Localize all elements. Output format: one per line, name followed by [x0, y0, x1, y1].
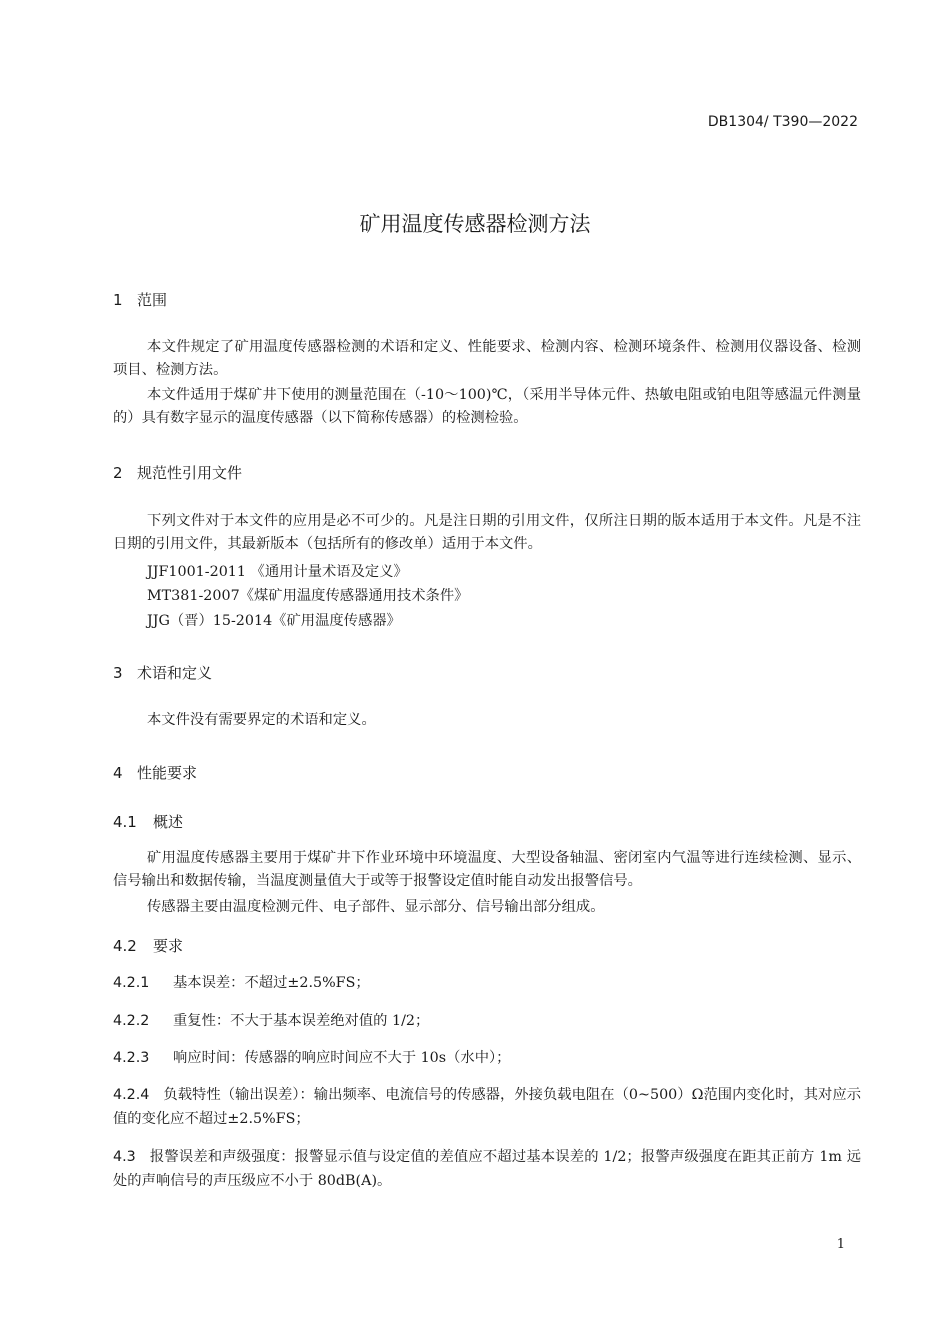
item-number: 4.2.2	[113, 1013, 150, 1029]
section-number: 4	[113, 764, 123, 782]
item-number: 4.2.4	[113, 1087, 150, 1103]
section-title: 范围	[137, 291, 168, 309]
requirement-item	[113, 1047, 510, 1067]
item-text: 响应时间：传感器的响应时间应不大于 10s（水中）；	[173, 1050, 511, 1066]
subsection-4-3	[113, 1145, 861, 1193]
section-number: 2	[113, 464, 123, 482]
section-2-paragraph-1: 下列文件对于本文件的应用是必不可少的。凡是注日期的引用文件，仅所注日期的版本适用于本文件。凡是不注日期的引用文件，其最新版本（包括所有的修改单）适用于本文件。	[113, 513, 861, 552]
section-1-heading	[113, 289, 167, 310]
subsection-title: 要求	[153, 937, 184, 955]
section-title: 规范性引用文件	[137, 464, 243, 482]
item-number: 4.2.1	[113, 975, 150, 991]
normative-reference: JJF1001-2011 《通用计量术语及定义》	[147, 564, 408, 580]
subsection-4-1-paragraph-2: 传感器主要由温度检测元件、电子部件、显示部分、信号输出部分组成。	[147, 899, 605, 915]
section-1-paragraph-2: 本文件适用于煤矿井下使用的测量范围在（-10～100)℃，（采用半导体元件、热敏电阻或铂电阻等感温元件测量的）具有数字显示的温度传感器（以下简称传感器）的检测检验。	[113, 387, 861, 426]
requirement-item	[113, 972, 370, 992]
section-number: 1	[113, 291, 123, 309]
subsection-number: 4.2	[113, 937, 137, 955]
subsection-title: 概述	[153, 813, 184, 831]
subsection-4-1-heading	[113, 811, 183, 832]
section-1-paragraph-1: 本文件规定了矿用温度传感器检测的术语和定义、性能要求、检测内容、检测环境条件、检测用仪器设备、检测项目、检测方法。	[113, 339, 861, 378]
section-3-heading	[113, 662, 212, 683]
subsection-text: 报警误差和声级强度：报警显示值与设定值的差值应不超过基本误差的 1/2；报警声级强度在距其正前方 1m 远处的声响信号的声压级应不小于 80dB(A)。	[113, 1149, 861, 1189]
item-text: 基本误差：不超过±2.5%FS；	[173, 975, 370, 991]
item-text: 重复性：不大于基本误差绝对值的 1/2；	[173, 1013, 430, 1029]
subsection-number: 4.1	[113, 813, 137, 831]
section-number: 3	[113, 664, 123, 682]
item-text: 负载特性（输出误差）：输出频率、电流信号的传感器，外接负载电阻在（0~500）Ω范围内变化时，其对应示值的变化应不超过±2.5%FS；	[113, 1087, 861, 1127]
item-number: 4.2.3	[113, 1050, 150, 1066]
section-2-heading	[113, 462, 242, 483]
subsection-number: 4.3	[113, 1149, 136, 1165]
requirement-item	[113, 1083, 861, 1131]
section-title: 性能要求	[137, 764, 198, 782]
page-number: 1	[836, 1237, 845, 1252]
document-number: DB1304/ T390—2022	[707, 114, 858, 130]
section-title: 术语和定义	[137, 664, 213, 682]
section-3-paragraph-1: 本文件没有需要界定的术语和定义。	[147, 712, 376, 728]
normative-reference: MT381-2007《煤矿用温度传感器通用技术条件》	[147, 588, 469, 604]
page-title: 矿用温度传感器检测方法	[359, 212, 591, 236]
normative-reference: JJG（晋）15-2014《矿用温度传感器》	[147, 613, 401, 629]
requirement-item	[113, 1010, 429, 1030]
section-4-heading	[113, 762, 197, 783]
subsection-4-1-paragraph-1: 矿用温度传感器主要用于煤矿井下作业环境中环境温度、大型设备轴温、密闭室内气温等进行连续检测、显示、信号输出和数据传输，当温度测量值大于或等于报警设定值时能自动发出报警信号。	[113, 850, 861, 889]
subsection-4-2-heading	[113, 935, 183, 956]
